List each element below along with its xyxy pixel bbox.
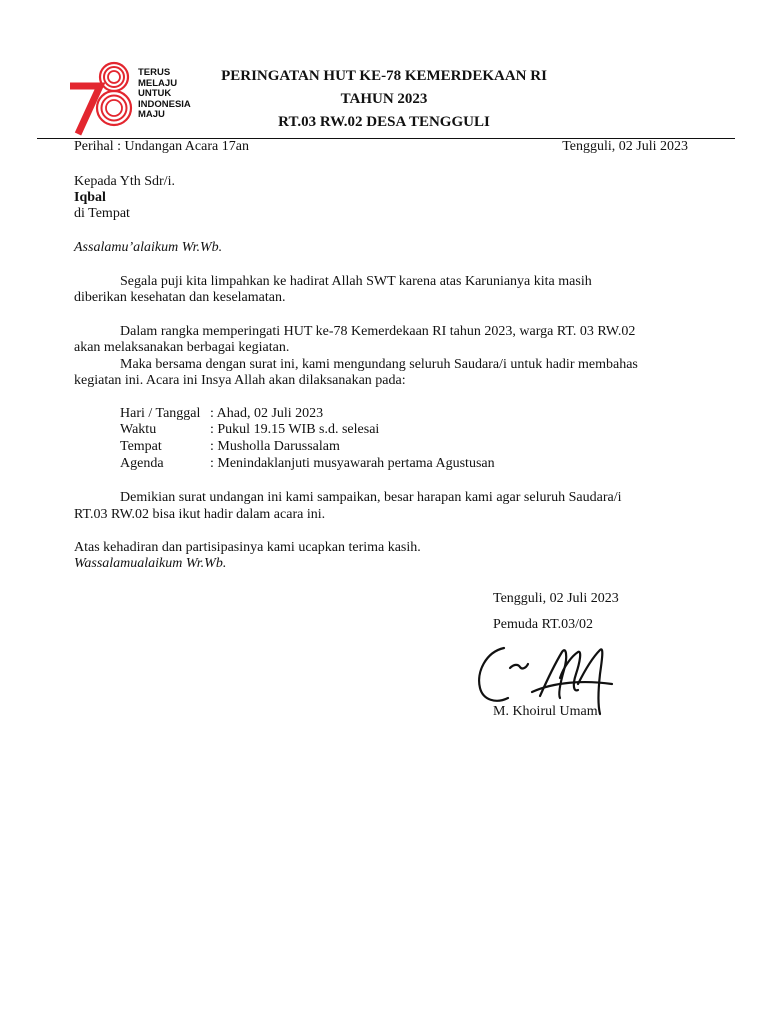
detail-value-date: : Ahad, 02 Juli 2023 — [210, 406, 324, 421]
logo-tagline-line: TERUS — [138, 67, 171, 78]
recipient-name: Iqbal — [74, 190, 106, 205]
detail-label-agenda: Agenda — [120, 456, 164, 471]
logo-tagline — [138, 68, 191, 121]
signature-name: M. Khoirul Umam — [493, 704, 598, 719]
detail-label-date: Hari / Tanggal — [120, 406, 201, 421]
header-title-line1: PERINGATAN HUT KE-78 KEMERDEKAAN RI — [221, 68, 547, 84]
logo-tagline-line: MAJU — [138, 109, 165, 120]
logo-seven-mark — [70, 86, 100, 134]
closing-salam: Wassalamualaikum Wr.Wb. — [74, 556, 227, 571]
header-title-line3: RT.03 RW.02 DESA TENGGULI — [278, 114, 490, 130]
logo-tagline-line: INDONESIA — [138, 98, 191, 110]
paragraph-1-line: Segala puji kita limpahkan ke hadirat Allah SWT karena atas Karunianya kita masih — [120, 274, 592, 289]
detail-value-time: : Pukul 19.15 WIB s.d. selesai — [210, 422, 380, 437]
perihal-line: Perihal : Undangan Acara 17an — [74, 139, 249, 154]
signature-organization: Pemuda RT.03/02 — [493, 617, 594, 632]
recipient-place: di Tempat — [74, 206, 130, 221]
paragraph-4-line: RT.03 RW.02 bisa ikut hadir dalam acara ini. — [74, 507, 326, 522]
letter-date: Tengguli, 02 Juli 2023 — [562, 139, 688, 154]
detail-label-time: Waktu — [120, 422, 157, 437]
opening-salam: Assalamu’alaikum Wr.Wb. — [74, 240, 223, 255]
logo-eight-mark — [97, 63, 131, 125]
paragraph-2-line: akan melaksanakan berbagai kegiatan. — [74, 340, 290, 355]
logo-tagline-line: UNTUK — [138, 88, 172, 99]
header-title-line2: TAHUN 2023 — [340, 91, 428, 107]
closing-thanks: Atas kehadiran dan partisipasinya kami ucapkan terima kasih. — [74, 540, 421, 555]
detail-value-agenda: : Menindaklanjuti musyawarah pertama Agustusan — [210, 456, 495, 471]
detail-label-place: Tempat — [120, 439, 162, 454]
paragraph-3-line: Maka bersama dengan surat ini, kami mengundang seluruh Saudara/i untuk hadir membahas — [120, 357, 638, 372]
recipient-greeting: Kepada Yth Sdr/i. — [74, 174, 175, 189]
paragraph-1-line: diberikan kesehatan dan keselamatan. — [74, 290, 286, 305]
detail-value-place: : Musholla Darussalam — [210, 439, 340, 454]
logo-tagline-line: MELAJU — [138, 77, 178, 89]
paragraph-4-line: Demikian surat undangan ini kami sampaikan, besar harapan kami agar seluruh Saudara/i — [120, 490, 622, 505]
paragraph-3-line: kegiatan ini. Acara ini Insya Allah akan dilaksanakan pada: — [74, 373, 406, 388]
paragraph-2-line: Dalam rangka memperingati HUT ke-78 Kemerdekaan RI tahun 2023, warga RT. 03 RW.02 — [120, 324, 636, 339]
signature-place-date: Tengguli, 02 Juli 2023 — [493, 591, 619, 606]
